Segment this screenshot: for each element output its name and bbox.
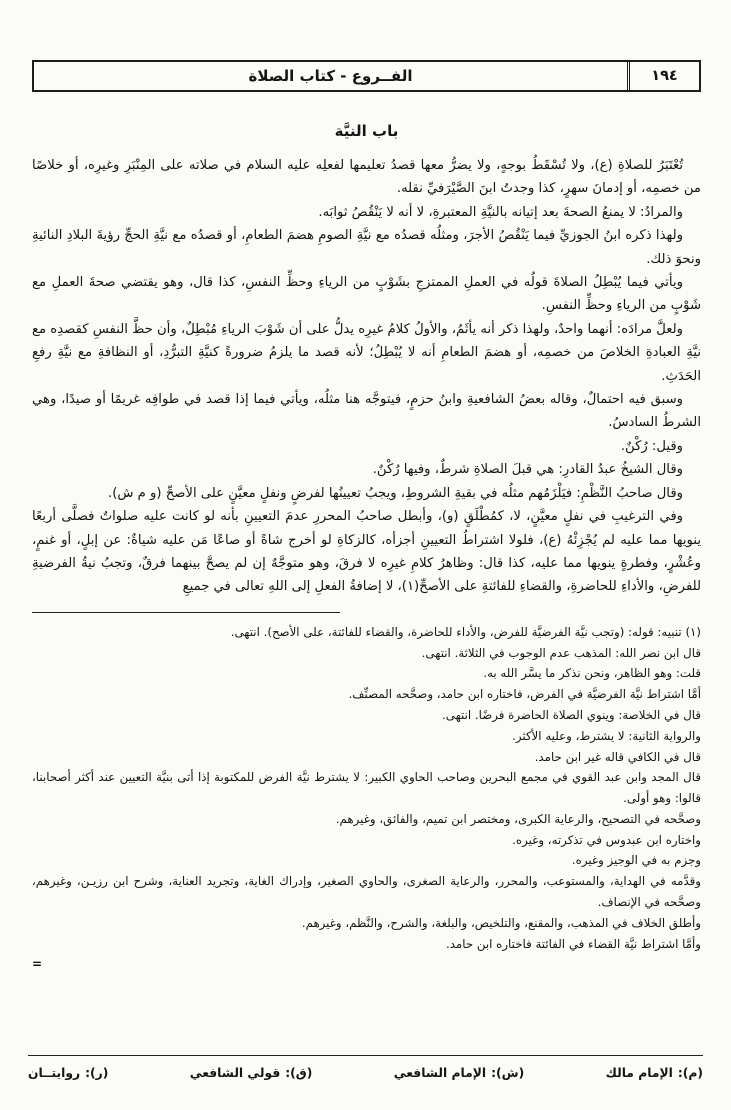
footnote-line: وأمَّا اشتراط نيَّة القضاء في الفائتة فاختاره ابن حامد. xyxy=(445,936,701,951)
footnote-line: وجزم به في الوجيز وغيره. xyxy=(571,853,701,868)
footer-name: قولي الشافعي xyxy=(189,1066,281,1080)
footer-name: الإمام مالك xyxy=(605,1066,673,1080)
footer-abbr: (ر): xyxy=(85,1066,109,1080)
footer-name: الإمام الشافعي xyxy=(393,1066,487,1080)
header-title: الفــروع - كتاب الصلاة xyxy=(248,67,413,85)
chapter-title: باب النيَّة xyxy=(334,122,399,140)
paragraph: تُعْتَبَرُ للصلاةِ (ع)، ولا تُسْقَطُ بوجهٍ، ولا يضرُّ معها قصدُ تعليمها لفعلِه عليه السلام في صلاته على المِنْبَرِ وغيرِه، أو خلاصًا من خصمِه، أو إدمانَ سهرٍ، كذا وجدتُ ابنَ الصَّيْرَفيِّ نقله. xyxy=(32,158,701,197)
paragraph: وقال الشيخُ عبدُ القادرِ: هي قبلَ الصلاةِ شرطٌ، وفيها رُكْنٌ. xyxy=(372,462,683,478)
paragraph: والمرادُ: لا يمنعُ الصحةَ بعد إتيانه بالنيَّةِ المعتبرةِ، لا أنه لا يَنْقُصُ ثوابَه. xyxy=(318,204,683,220)
footer-abbr: (م): xyxy=(677,1066,703,1080)
footer-name: روايتــان xyxy=(28,1066,81,1080)
footnote-line: واختاره ابن عبدوس في تذكرته، وغيره. xyxy=(512,832,701,847)
body-text xyxy=(32,154,701,599)
footnote-line: وقدَّمه في الهداية، والمستوعب، والمحرر، والرعاية الصغرى، والحاوي الصغير، وإدراك الغاية، وتجريد العناية، وشرح ابن رزيـن، وغيرهم، وصحَّحه في الإنصاف. xyxy=(32,874,701,910)
abbreviations-footer xyxy=(28,1055,703,1080)
footnote-line: قال في الخلاصة: وينوي الصلاة الحاضرة فرضًا. انتهى. xyxy=(442,707,701,722)
paragraph: ولهذا ذكره ابنُ الجوزيِّ فيما يَنْقُصُ الأجرَ، ومثلُه قصدُه مع نيَّةِ الصومِ هضمَ الطعامِ، أو قصدُه مع نيَّةِ الحجِّ رؤيةَ البلادِ النائيةِ ونحوَ ذلك. xyxy=(32,228,701,267)
paragraph: ويأتي فيما يُبْطِلُ الصلاةَ قولُه في العملِ الممتزجِ بشَوْبٍ من الرياءِ وحظِّ النفسِ، كذا قال، وهو يقتضي صحةَ العملِ مع شَوْبٍ من الرياءِ وحظِّ النفسِ. xyxy=(32,275,701,314)
footnote-continuation-mark: = xyxy=(32,957,43,972)
footnote-separator xyxy=(32,612,340,613)
paragraph: وفي الترغيبِ في نفلٍ معيَّنٍ، لا، كمُطْلَقٍ (و)، وأبطل صاحبُ المحررِ عدمَ التعيينِ بأنه لو كانت عليه صلواتٌ فصلَّى أربعًا ينويها مما عليه لم يُجْزِئْهُ (ع)، فلولا اشتراطُ التعيينِ أجزأه، كالزكاةِ لو أخرج شاةً أو صاعًا مَن عليه شياةٌ: عن إبلٍ، أو غنمٍ، وعُشْرٍ، وفطرةٍ ينويها مما عليه، كذا قال: وظاهرُ كلامِ غيرِه لا فرقَ، وهو متوجَّهٌ إن لم يصحَّ بينهما فرقٌ، وتجبُ نيةُ الفرضيةِ للفرضِ، والأداءِ للحاضرةِ، والقضاءِ للفائتةِ على الأصحِّ(١)، لا إضافةُ الفعلِ إلى اللهِ تعالى في جميعِ xyxy=(32,509,701,595)
footnote-line: قال المجد وابن عبد القوي في مجمع البحرين وصاحب الحاوي الكبير: لا يشترط نيَّة الفرض للمكتوبة إذا أتى بنيَّة التعيين عند أكثر أصحابنا، قالوا: وهو أولى. xyxy=(32,770,701,806)
footer-abbr: (ش): xyxy=(491,1066,525,1080)
footnote-line: قلت: وهو الظاهر، ونحن نذكر ما يسَّر الله به. xyxy=(483,666,701,681)
paragraph: وقيل: رُكْنٌ. xyxy=(620,438,683,454)
paragraph: وسبق فيه احتمالٌ، وقاله بعضُ الشافعيةِ وابنُ حزمٍ، فيتوجَّه هنا مثلُه، ويأتي فيما إذا قصد في طوافِه غريمًا أو صيدًا، وهي الشرطُ السادسُ. xyxy=(32,392,701,431)
footer-item-malik xyxy=(606,1066,703,1080)
footer-abbr: (ق): xyxy=(285,1066,313,1080)
footer-item-shafii xyxy=(394,1066,524,1080)
footer-item-qawlay-shafii xyxy=(190,1066,313,1080)
footnote-line: قال ابن نصر الله: المذهب عدم الوجوب في الثلاثة. انتهى. xyxy=(421,645,701,660)
paragraph: وقال صاحبُ النَّظْمِ: فيَلْزَمُهم مثلُه في بقيةِ الشروطِ، ويجبُ تعيينُها لفرضٍ ونفلٍ معيَّنٍ على الأصحِّ (و م ش). xyxy=(108,485,683,501)
footnote-line: قال في الكافي قاله غير ابن حامد. xyxy=(534,749,701,764)
paragraph: ولعلَّ مرادَه: أنهما واحدٌ، ولهذا ذكر أنه يأثَمُ، والأولُ كلامُ غيرِه يدلُّ على أن شَوْبَ الرياءِ مُبْطِلٌ، وأن حظَّ النفسِ كقصدِه مع نيَّةِ العبادةِ الخلاصَ من خصمِه، أو هضمَ الطعامِ أنه لا يُبْطِلُ؛ لأنه قصد ما يلزمُ ضرورةً كنيَّةِ التبرُّدِ، أو النظافةِ مع نيَّةِ رفعِ الحَدَثِ. xyxy=(32,321,701,384)
footer-item-riwayatan xyxy=(28,1066,108,1080)
footnote-line: وصحَّحه في التصحيح، والرعاية الكبرى، ومختصر ابن تميم، والفائق، وغيرهم. xyxy=(335,811,701,826)
footnote-line: وأطلق الخلاف في المذهب، والمقنع، والتلخيص، والبلغة، والشرح، والنَّظم، وغيرهم. xyxy=(301,915,701,930)
footnote-line: (١) تنبيه: قوله: (وتجب نيَّة الفرضيَّة للفرض، والأداء للحاضرة، والقضاء للفائتة، على الأصح). انتهى. xyxy=(230,624,701,639)
footnote-line: والرواية الثانية: لا يشترط، وعليه الأكثر. xyxy=(512,728,701,743)
page-header xyxy=(32,60,701,92)
footnote-block xyxy=(32,622,701,973)
page-number: ١٩٤ xyxy=(627,62,699,90)
footnote-line: أمَّا اشتراط نيَّة الفرضيَّة في الفرض، فاختاره ابن حامد، وصحَّحه المصنِّف. xyxy=(348,687,701,702)
